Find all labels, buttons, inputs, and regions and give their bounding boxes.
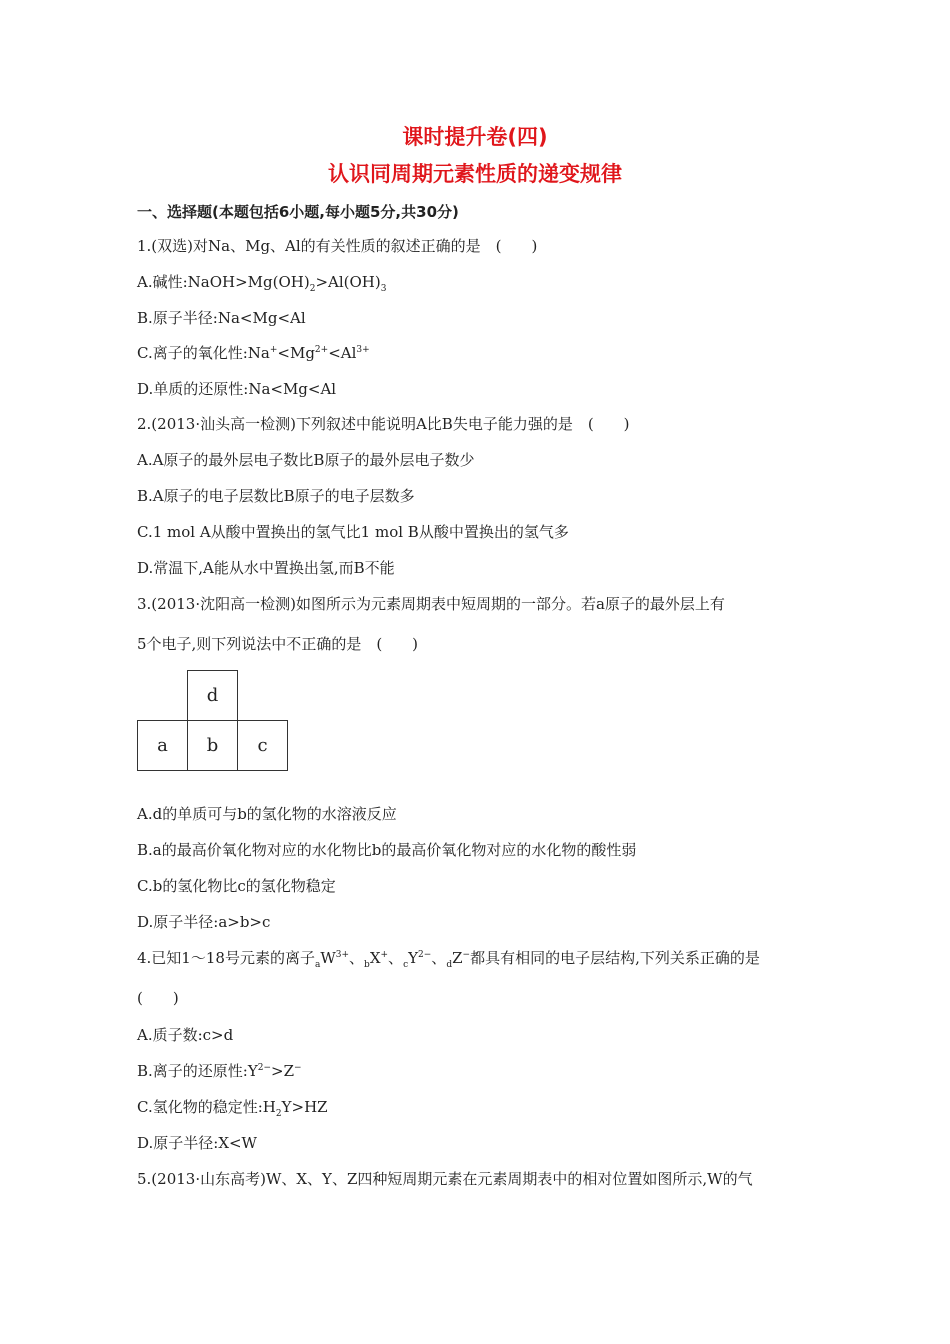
q4-option-a: A.质子数:c>d — [137, 1026, 234, 1044]
section-heading: 一、选择题(本题包括6小题,每小题5分,共30分) — [137, 203, 459, 221]
q3-option-a: A.d的单质可与b的氢化物的水溶液反应 — [137, 805, 397, 823]
cell-d: d — [187, 670, 238, 721]
q1-option-a: A.碱性$:NaOH>Mg(OH)_2>Al(OH)_3$ — [137, 273, 387, 294]
q4-option-b: B.离子的还原性$:Y^{2-}>Z^-$ — [137, 1062, 302, 1080]
page-subtitle: 认识同周期元素性质的递变规律 — [328, 162, 622, 186]
q3-option-d: D.原子半径:a>b>c — [137, 913, 271, 931]
q4-option-d: D.原子半径:X<W — [137, 1134, 257, 1152]
q4-stem: 4.已知1～18号元素的离子$_aW^{3+}$、$_b$X+、$_cY^{2-}$、$_d$Z−都具有相同的电子层结构,下列关系正确的是 — [137, 949, 760, 970]
q1-option-b: B.原子半径:Na<Mg<Al — [137, 309, 306, 327]
q5-stem: 5.(2013·山东高考)W、X、Y、Z四种短周期元素在元素周期表中的相对位置如图所示,W的气 — [137, 1170, 753, 1188]
periodic-table-fragment — [137, 670, 287, 772]
q3-option-b: B.a的最高价氧化物对应的水化物比b的最高价氧化物对应的水化物的酸性弱 — [137, 841, 637, 859]
q4-stem-line2: ( ) — [137, 989, 179, 1007]
cell-a: a — [137, 720, 188, 771]
q1-stem: 1.(双选)对Na、Mg、Al的有关性质的叙述正确的是 ( ) — [137, 237, 538, 255]
q2-option-b: B.A原子的电子层数比B原子的电子层数多 — [137, 487, 415, 505]
cell-b: b — [187, 720, 238, 771]
cell-c: c — [237, 720, 288, 771]
q2-option-a: A.A原子的最外层电子数比B原子的最外层电子数少 — [137, 451, 475, 469]
q2-option-d: D.常温下,A能从水中置换出氢,而B不能 — [137, 559, 395, 577]
q1-option-d: D.单质的还原性:Na<Mg<Al — [137, 380, 337, 398]
q1-option-c: C.离子的氧化性$:Na^+<Mg^{2+}<Al^{3+}$ — [137, 344, 370, 362]
q3-stem-line2: 5个电子,则下列说法中不正确的是 ( ) — [137, 635, 419, 653]
q2-stem: 2.(2013·汕头高一检测)下列叙述中能说明A比B失电子能力强的是 ( ) — [137, 415, 630, 433]
q3-stem-line1: 3.(2013·沈阳高一检测)如图所示为元素周期表中短周期的一部分。若a原子的最外层上有 — [137, 595, 725, 613]
q4-option-c: C.氢化物的稳定性$:H_2Y>HZ$ — [137, 1098, 328, 1119]
q3-option-c: C.b的氢化物比c的氢化物稳定 — [137, 877, 336, 895]
q2-option-c: C.1 mol A从酸中置换出的氢气比1 mol B从酸中置换出的氢气多 — [137, 523, 569, 541]
page-title: 课时提升卷(四) — [402, 125, 548, 149]
